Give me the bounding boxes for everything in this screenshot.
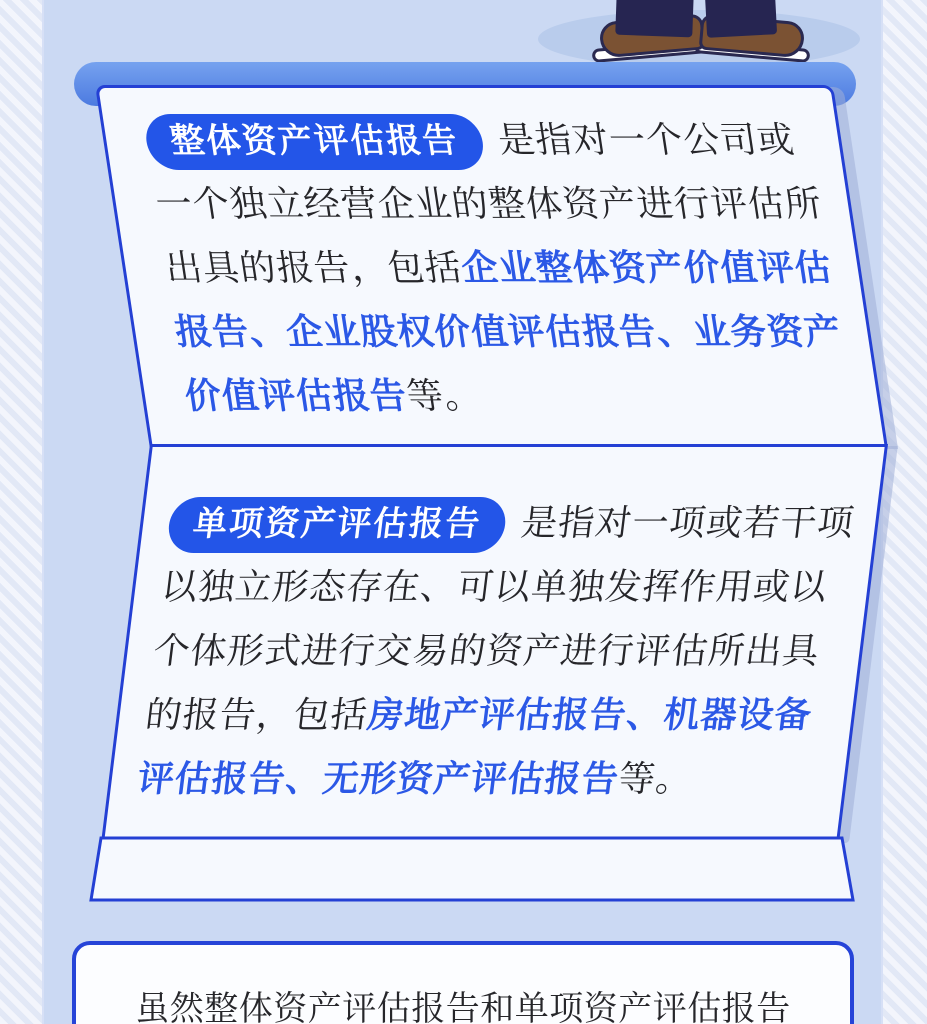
pant-leg-left <box>615 0 693 37</box>
single-report-text: 是指对一项或若干项以独立形态存在、可以单独发挥作用或以个体形式进行交易的资产进行评估所出具的报告，包括房地产评估报告、机器设备评估报告、无形资产评估报告等。 <box>135 502 857 799</box>
single-report-paragraph <box>134 491 861 811</box>
overall-report-text: 是指对一个公司或一个独立经营企业的整体资产进行评估所出具的报告，包括企业整体资产价值评估报告、企业股权价值评估报告、业务资产价值评估报告等。 <box>152 119 845 416</box>
panel-single-asset-report <box>101 444 888 841</box>
comparison-text: 虽然整体资产评估报告和单项资产评估报告 <box>135 990 791 1024</box>
badge-single-asset-report: 单项资产评估报告 <box>166 497 509 553</box>
card-bottom-edge <box>85 836 865 904</box>
overall-report-paragraph <box>141 108 863 428</box>
right-stripe-border <box>881 0 927 1024</box>
comparison-card <box>72 941 854 1024</box>
left-stripe-border <box>0 0 44 1024</box>
badge-overall-asset-report: 整体资产评估报告 <box>142 114 486 170</box>
panel-overall-asset-report <box>95 85 888 447</box>
pant-leg-right <box>705 0 777 38</box>
